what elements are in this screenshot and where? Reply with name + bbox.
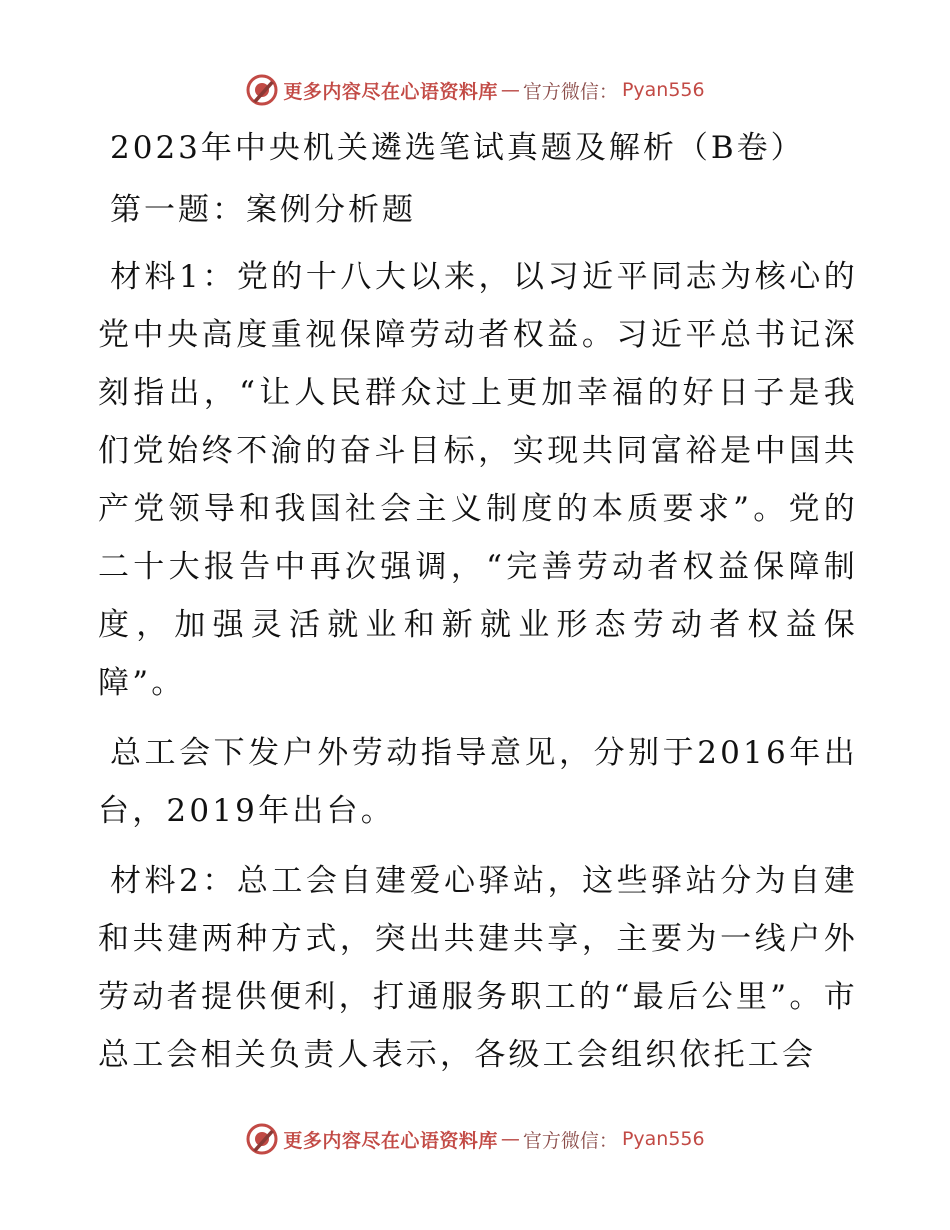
section-title: 第一题：案例分析题: [110, 192, 416, 228]
paragraph-material-2: 材料2：总工会自建爱心驿站，这些驿站分为自建和共建两种方式，突出共建共享，主要为一线户外劳动者提供便利，打通服务职工的“最后公里”。市总工会相关负责人表示，各级工会组织依托工会: [98, 863, 858, 1073]
watermark-separator: —: [500, 79, 520, 101]
watermark-separator: —: [500, 1128, 520, 1150]
watermark-header: [0, 70, 950, 110]
document-body: [98, 122, 858, 1096]
watermark-site: 更多内容尽在心语资料库: [283, 80, 498, 103]
watermark-official: 官方微信：: [522, 1129, 618, 1152]
watermark-official: 官方微信：: [522, 80, 618, 103]
paragraph-guidance: 总工会下发户外劳动指导意见，分别于2016年出台，2019年出台。: [98, 735, 858, 829]
watermark-account: Pyan556: [621, 79, 705, 101]
watermark-site: 更多内容尽在心语资料库: [283, 1129, 498, 1152]
watermark-footer: [0, 1119, 950, 1159]
watermark-account: Pyan556: [621, 1128, 705, 1150]
brand-logo-icon: [245, 73, 279, 107]
paragraph-material-1: 材料1：党的十八大以来，以习近平同志为核心的党中央高度重视保障劳动者权益。习近平总书记深刻指出，“让人民群众过上更加幸福的好日子是我们党始终不渝的奋斗目标，实现共同富裕是中国共产党领导和我国社会主义制度的本质要求”。党的二十大报告中再次强调，“完善劳动者权益保障制度，加强灵活就业和新就业形态劳动者权益保障”。: [98, 259, 858, 701]
document-title: 2023年中央机关遴选笔试真题及解析（B卷）: [110, 130, 805, 166]
brand-logo-icon: [245, 1122, 279, 1156]
